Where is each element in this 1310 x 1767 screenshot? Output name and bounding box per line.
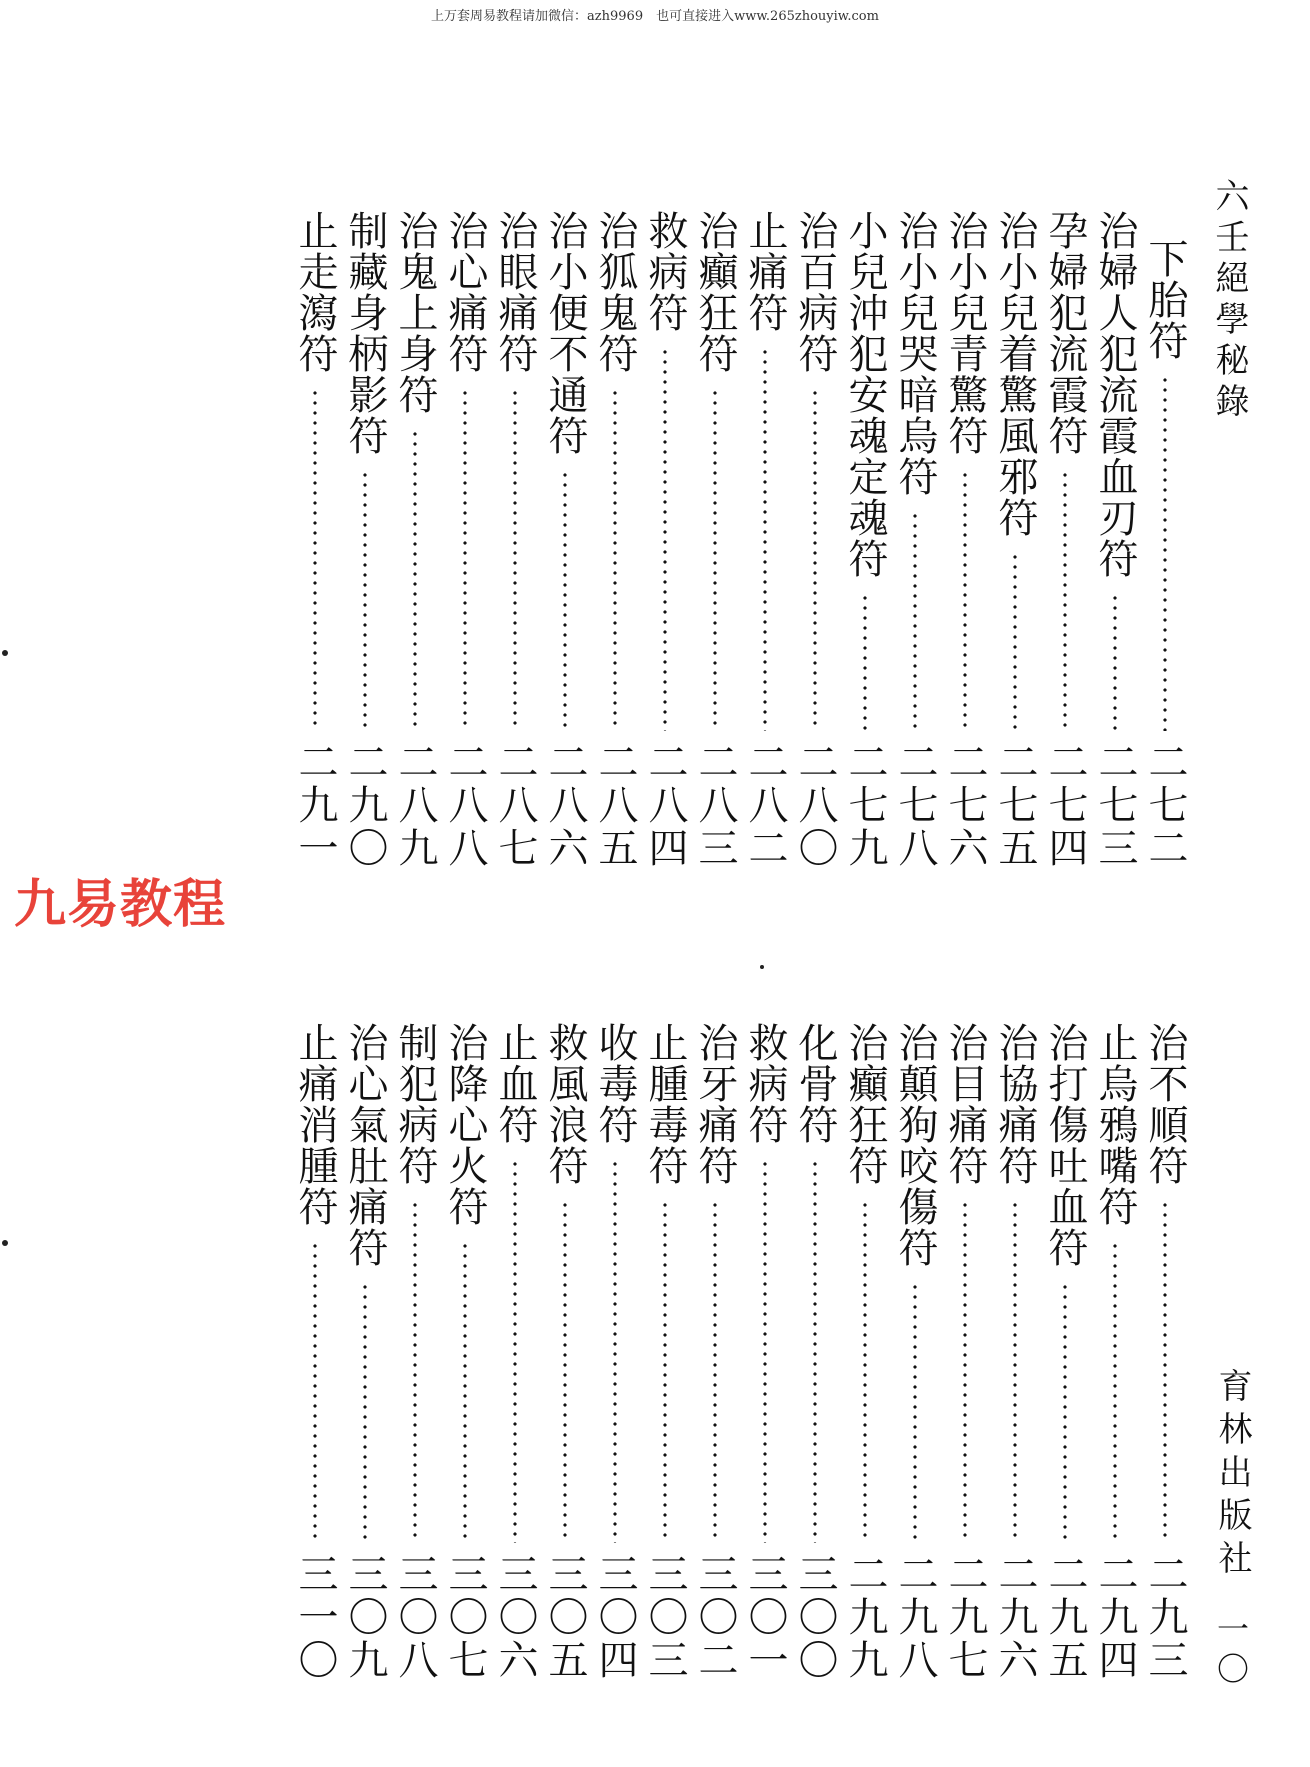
toc-entry-title: 治協痛符 xyxy=(992,1022,1038,1186)
toc-entry-title: 治心氣肚痛符 xyxy=(342,1022,388,1268)
toc-leader-dots xyxy=(312,1241,318,1543)
toc-entry-page: 二八九 xyxy=(392,741,438,870)
toc-entry-page: 二九五 xyxy=(1042,1553,1088,1682)
toc-entry-title: 治百病符 xyxy=(792,210,838,374)
toc-leader-dots xyxy=(612,1159,618,1543)
toc-entry-title: 治小兒着驚風邪符 xyxy=(992,210,1038,538)
toc-entry xyxy=(490,210,540,870)
toc-entry-page: 二九六 xyxy=(992,1553,1038,1682)
toc-entry-page: 二八四 xyxy=(642,741,688,870)
toc-entry-title: 治目痛符 xyxy=(942,1022,988,1186)
toc-leader-dots xyxy=(362,470,368,731)
toc-entry-page: 三〇七 xyxy=(442,1553,488,1682)
toc-entry-page: 三〇〇 xyxy=(792,1553,838,1682)
toc-entry xyxy=(640,1022,690,1682)
toc-leader-dots xyxy=(712,388,718,731)
toc-entry-title: 下胎符 xyxy=(1142,238,1188,361)
toc-entry-page: 三〇一 xyxy=(742,1553,788,1682)
toc-entry xyxy=(1090,210,1140,870)
toc-leader-dots xyxy=(562,470,568,731)
toc-entry xyxy=(740,1022,790,1682)
toc-entry xyxy=(690,210,740,870)
toc-entry-title: 止血符 xyxy=(492,1022,538,1145)
toc-entry-title: 化骨符 xyxy=(792,1022,838,1145)
toc-entry-title: 治不順符 xyxy=(1142,1022,1188,1186)
toc-leader-dots xyxy=(1162,1200,1168,1543)
toc-leader-dots xyxy=(962,1200,968,1543)
toc-entry-page: 二八三 xyxy=(692,741,738,870)
toc-entry-page: 三〇二 xyxy=(692,1553,738,1682)
toc-entry-title: 治小便不通符 xyxy=(542,210,588,456)
toc-entry xyxy=(940,210,990,870)
toc-leader-dots xyxy=(812,1159,818,1543)
toc-leader-dots xyxy=(912,1282,918,1543)
toc-leader-dots xyxy=(1112,593,1118,731)
toc-leader-dots xyxy=(1012,552,1018,731)
toc-entry-page: 二七四 xyxy=(1042,741,1088,870)
toc-entry-page: 二八六 xyxy=(542,741,588,870)
toc-entry-page: 三〇五 xyxy=(542,1553,588,1682)
toc-entry-page: 二九九 xyxy=(842,1553,888,1682)
scan-speck xyxy=(2,1240,8,1246)
toc-entry-title: 小兒沖犯安魂定魂符 xyxy=(842,210,888,579)
toc-entry-title: 治眼痛符 xyxy=(492,210,538,374)
toc-leader-dots xyxy=(1112,1241,1118,1543)
toc-leader-dots xyxy=(1062,1282,1068,1543)
toc-entry-page: 二九八 xyxy=(892,1553,938,1682)
top-banner: 上万套周易教程请加微信：azh9969 也可直接进入www.265zhouyiw.com xyxy=(431,9,879,24)
toc-leader-dots xyxy=(862,593,868,731)
toc-entry xyxy=(540,1022,590,1682)
toc-entry-title: 止痛消腫符 xyxy=(292,1022,338,1227)
toc-entry-title: 治小兒哭暗烏符 xyxy=(892,210,938,497)
toc-leader-dots xyxy=(512,388,518,731)
toc-entry-page: 二九一 xyxy=(292,741,338,870)
toc-entry-page: 二七六 xyxy=(942,741,988,870)
toc-entry-title: 制藏身柄影符 xyxy=(342,210,388,456)
toc-entry-title: 救病符 xyxy=(742,1022,788,1145)
toc-entry xyxy=(790,1022,840,1682)
toc-leader-dots xyxy=(462,388,468,731)
toc-leader-dots xyxy=(312,388,318,731)
toc-entry-title: 止走瀉符 xyxy=(292,210,338,374)
toc-entry-page: 三一〇 xyxy=(292,1553,338,1682)
toc-leader-dots xyxy=(862,1200,868,1543)
scan-speck xyxy=(2,650,8,656)
toc-entry-page: 二七三 xyxy=(1092,741,1138,870)
toc-entry xyxy=(740,210,790,870)
toc-entry-page: 二七二 xyxy=(1142,741,1188,870)
toc-entry xyxy=(340,210,390,870)
toc-entry-title: 治顛狗咬傷符 xyxy=(892,1022,938,1268)
toc-entry-title: 治小兒青驚符 xyxy=(942,210,988,456)
toc-entry-page: 二八七 xyxy=(492,741,538,870)
toc-entry xyxy=(790,210,840,870)
toc-entry xyxy=(1140,1022,1190,1682)
toc-entry-page: 三〇三 xyxy=(642,1553,688,1682)
toc-entry xyxy=(590,1022,640,1682)
toc-entry-page: 二九四 xyxy=(1092,1553,1138,1682)
toc-leader-dots xyxy=(712,1200,718,1543)
toc-entry-title: 治癲狂符 xyxy=(692,210,738,374)
toc-entry-page: 三〇九 xyxy=(342,1553,388,1682)
toc-entry-page: 二八〇 xyxy=(792,741,838,870)
toc-entry xyxy=(840,1022,890,1682)
toc-entry-page: 二八二 xyxy=(742,741,788,870)
toc-leader-dots xyxy=(462,1241,468,1543)
toc-leader-dots xyxy=(912,511,918,731)
toc-entry xyxy=(890,210,940,870)
toc-entry xyxy=(690,1022,740,1682)
toc-entry xyxy=(990,210,1040,870)
toc-section-bottom xyxy=(190,1022,1190,1682)
toc-entry-page: 二七八 xyxy=(892,741,938,870)
toc-entry xyxy=(1140,210,1190,870)
toc-leader-dots xyxy=(762,347,768,731)
scan-speck xyxy=(760,965,764,969)
toc-entry xyxy=(390,1022,440,1682)
toc-entry-title: 治癲狂符 xyxy=(842,1022,888,1186)
book-title: 六壬絕學秘錄 xyxy=(1209,178,1249,424)
toc-entry xyxy=(1040,210,1090,870)
toc-entry-page: 三〇四 xyxy=(592,1553,638,1682)
toc-leader-dots xyxy=(1012,1200,1018,1543)
toc-entry-title: 收毒符 xyxy=(592,1022,638,1145)
toc-entry-title: 治降心火符 xyxy=(442,1022,488,1227)
toc-entry xyxy=(1090,1022,1140,1682)
toc-list-top xyxy=(190,210,1190,870)
toc-entry-title: 治婦人犯流霞血刃符 xyxy=(1092,210,1138,579)
toc-entry xyxy=(840,210,890,870)
toc-entry-title: 救病符 xyxy=(642,210,688,333)
toc-entry-page: 二七五 xyxy=(992,741,1038,870)
toc-entry-title: 止痛符 xyxy=(742,210,788,333)
toc-entry xyxy=(540,210,590,870)
toc-entry xyxy=(940,1022,990,1682)
toc-leader-dots xyxy=(412,429,418,731)
toc-leader-dots xyxy=(612,388,618,731)
toc-leader-dots xyxy=(512,1159,518,1543)
toc-leader-dots xyxy=(662,1200,668,1543)
toc-entry xyxy=(440,210,490,870)
toc-entry xyxy=(1040,1022,1090,1682)
toc-entry-page: 二八八 xyxy=(442,741,488,870)
toc-leader-dots xyxy=(362,1282,368,1543)
toc-entry-page: 二八五 xyxy=(592,741,638,870)
toc-entry-page: 三〇六 xyxy=(492,1553,538,1682)
toc-entry xyxy=(290,210,340,870)
toc-entry xyxy=(640,210,690,870)
toc-entry xyxy=(990,1022,1040,1682)
toc-leader-dots xyxy=(412,1200,418,1543)
toc-entry-title: 治牙痛符 xyxy=(692,1022,738,1186)
publisher-name: 育林出版社 xyxy=(1212,1368,1252,1583)
toc-leader-dots xyxy=(1062,470,1068,731)
toc-list-bottom xyxy=(190,1022,1190,1682)
toc-entry-title: 制犯病符 xyxy=(392,1022,438,1186)
toc-leader-dots xyxy=(562,1200,568,1543)
toc-section-top xyxy=(190,210,1190,870)
toc-leader-dots xyxy=(662,347,668,731)
toc-entry-page: 二九七 xyxy=(942,1553,988,1682)
toc-entry-page: 二七九 xyxy=(842,741,888,870)
toc-entry-title: 治鬼上身符 xyxy=(392,210,438,415)
toc-entry-title: 止烏鴉嘴符 xyxy=(1092,1022,1138,1227)
toc-entry-title: 孕婦犯流霞符 xyxy=(1042,210,1088,456)
page-number: 一〇 xyxy=(1212,1612,1250,1692)
watermark-logo: 九易教程 xyxy=(14,875,227,935)
toc-entry xyxy=(490,1022,540,1682)
toc-entry-page: 二九三 xyxy=(1142,1553,1188,1682)
toc-entry-title: 治狐鬼符 xyxy=(592,210,638,374)
toc-leader-dots xyxy=(812,388,818,731)
toc-entry xyxy=(340,1022,390,1682)
toc-leader-dots xyxy=(962,470,968,731)
toc-entry-page: 三〇八 xyxy=(392,1553,438,1682)
toc-entry-title: 止腫毒符 xyxy=(642,1022,688,1186)
toc-entry-page: 二九〇 xyxy=(342,741,388,870)
toc-entry xyxy=(440,1022,490,1682)
toc-entry-title: 治打傷吐血符 xyxy=(1042,1022,1088,1268)
toc-entry-title: 救風浪符 xyxy=(542,1022,588,1186)
toc-leader-dots xyxy=(762,1159,768,1543)
toc-entry-title: 治心痛符 xyxy=(442,210,488,374)
toc-entry xyxy=(390,210,440,870)
toc-entry xyxy=(890,1022,940,1682)
toc-leader-dots xyxy=(1162,375,1168,731)
toc-entry xyxy=(290,1022,340,1682)
toc-entry xyxy=(590,210,640,870)
